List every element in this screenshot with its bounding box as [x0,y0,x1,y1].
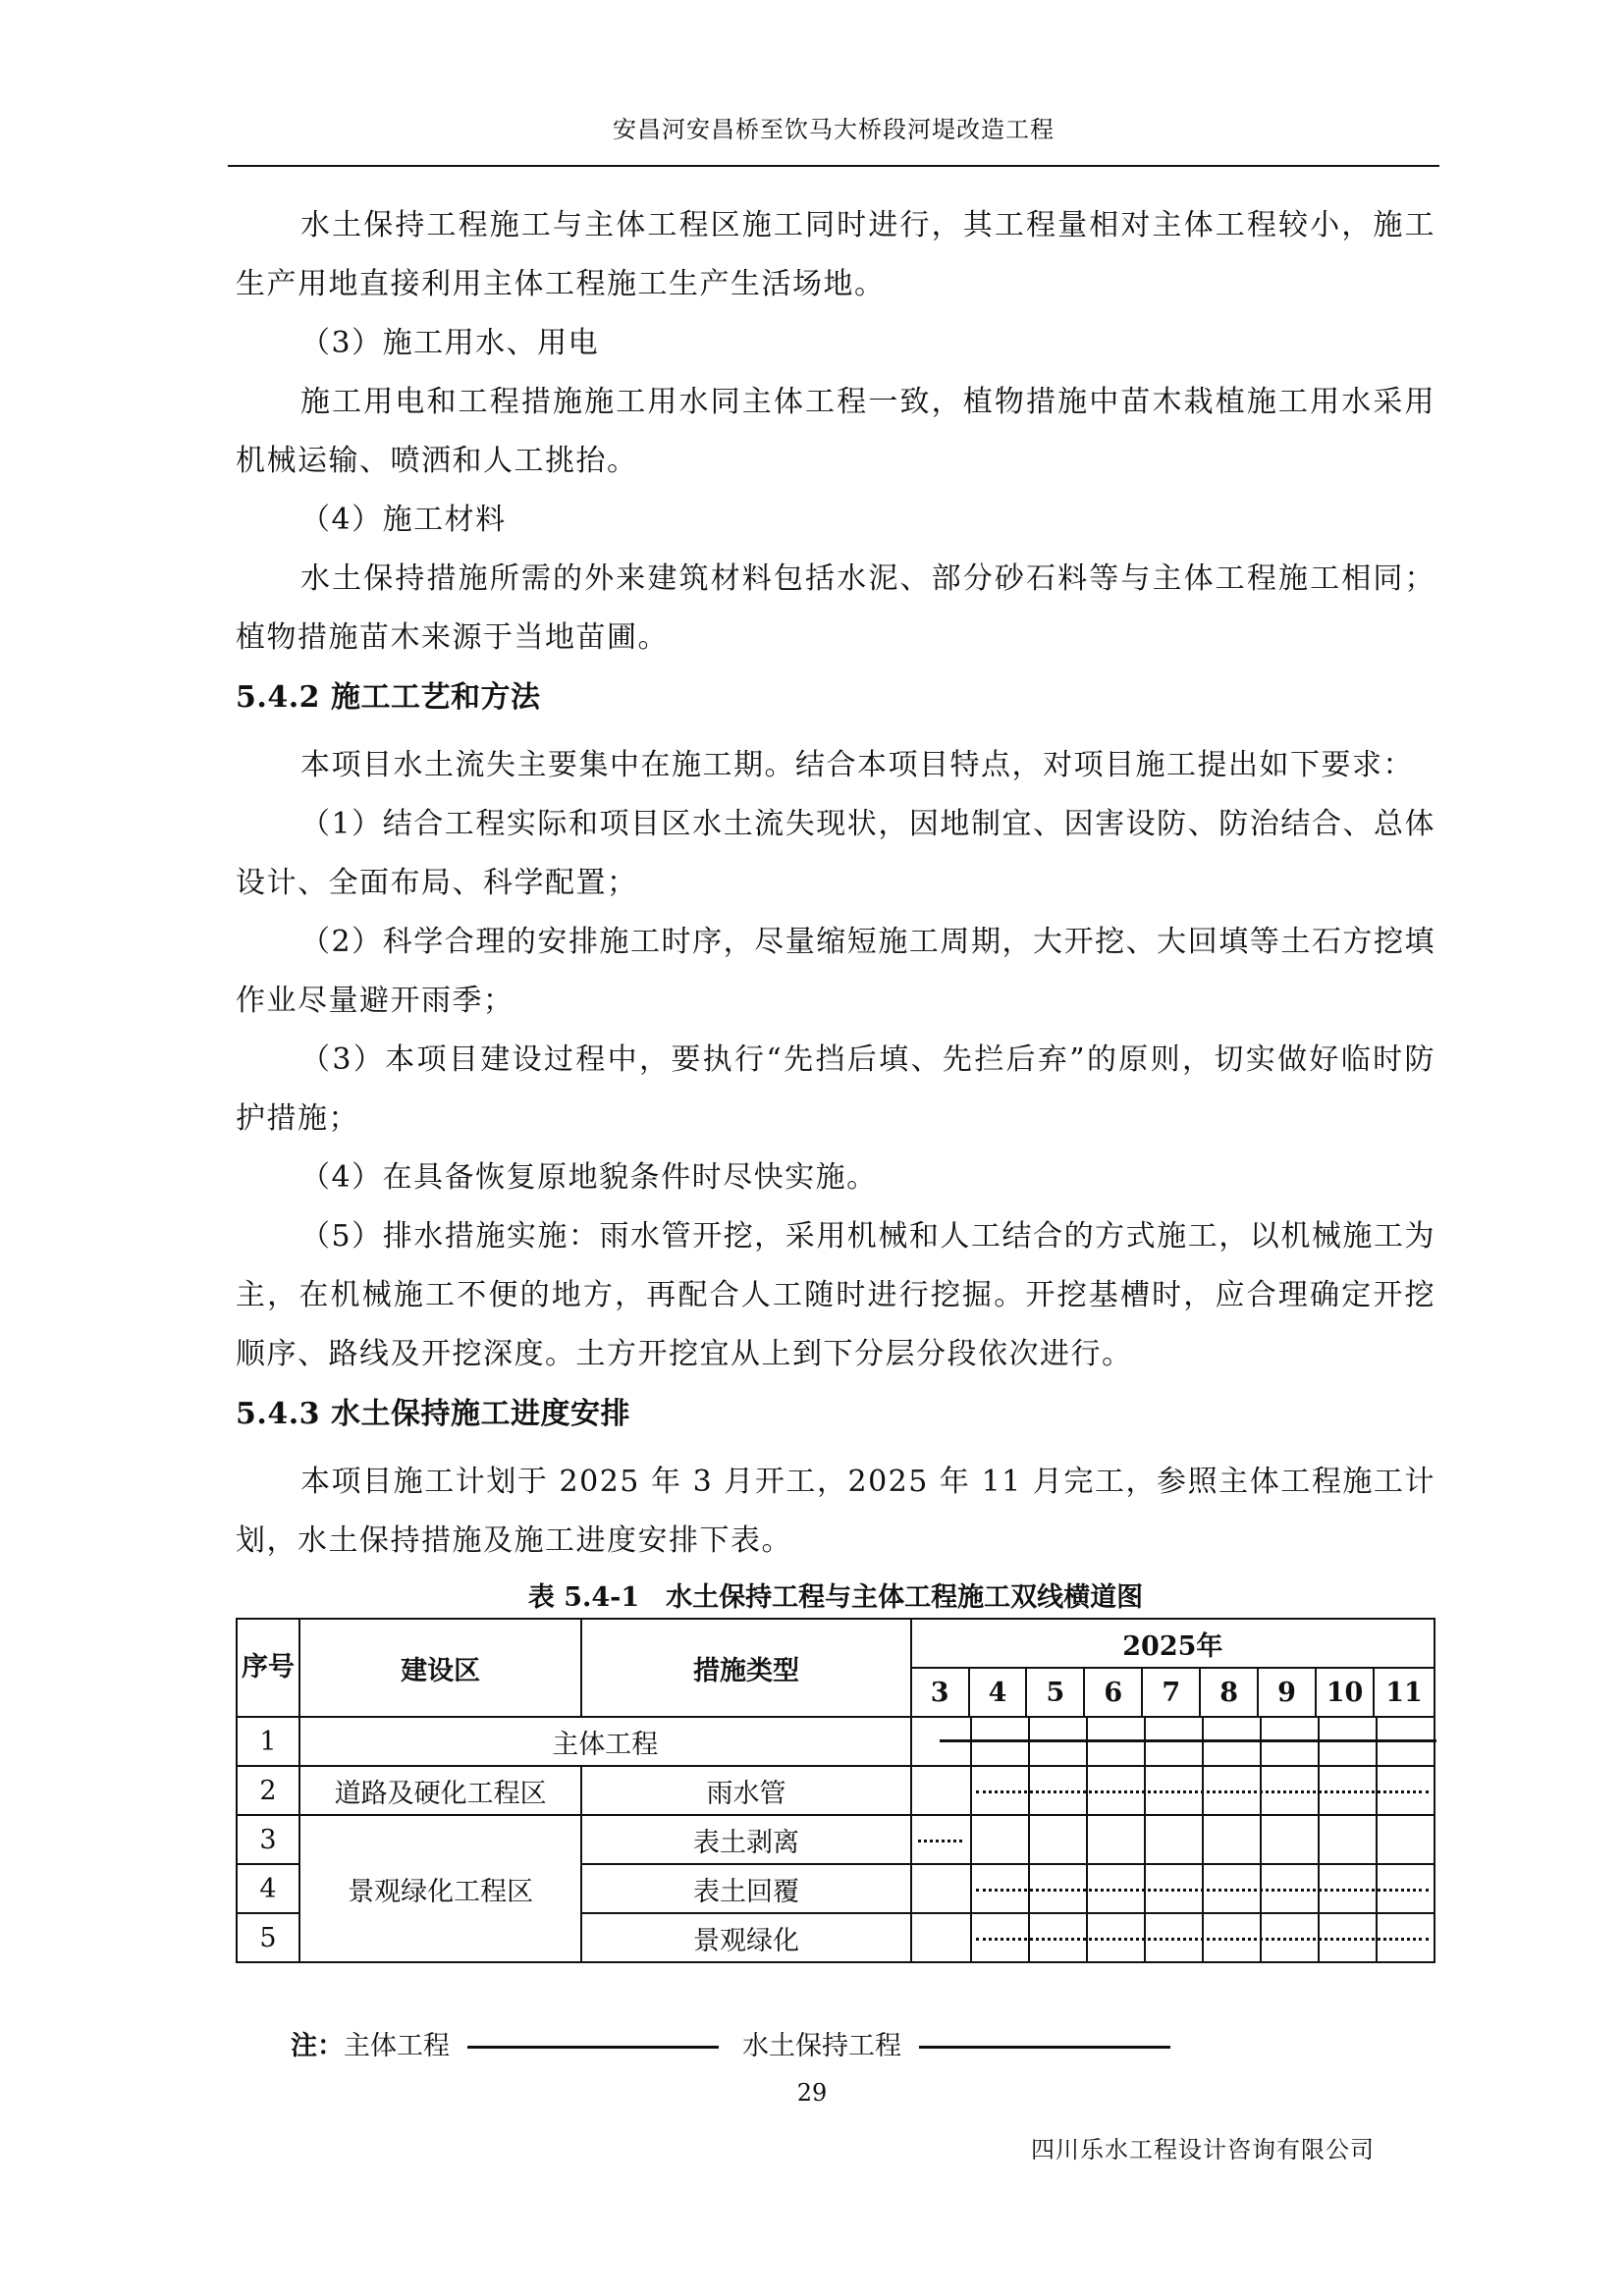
gantt-bar-main [940,1739,1436,1742]
month-header: 11 [1374,1668,1435,1717]
month-gridline [1376,1816,1378,1863]
month-header: 4 [969,1668,1027,1717]
page-content [236,196,1435,1963]
legend-note [291,2024,1194,2062]
paragraph-3: 施工用电和工程措施施工用水同主体工程一致，植物措施中苗木栽植施工用水采用机械运输、喷洒和人工挑抬。 [236,385,1435,478]
month-header: 10 [1316,1668,1374,1717]
section-heading-5-4-3: 5.4.3 水土保持施工进度安排 [236,1397,630,1431]
row-measure: 景观绿化 [581,1913,910,1962]
header-rule [228,165,1439,167]
month-header: 6 [1084,1668,1142,1717]
paragraph-9: （3）本项目建设过程中，要执行“先挡后填、先拦后弃”的原则，切实做好临时防护措施； [236,1042,1435,1136]
footer-company: 四川乐水工程设计咨询有限公司 [1031,2136,1375,2163]
paragraph-1: 水土保持工程施工与主体工程区施工同时进行，其工程量相对主体工程较小，施工生产用地直接利用主体工程施工生产生活场地。 [236,208,1435,301]
row-no: 2 [237,1766,299,1815]
paragraph-11: （5）排水措施实施：雨水管开挖，采用机械和人工结合的方式施工，以机械施工为主，在机械施工不便的地方，再配合人工随时进行挖掘。开挖基槽时，应合理确定开挖顺序、路线及开挖深度。土方开挖宜从上到下分层分段依次进行。 [236,1219,1435,1371]
legend-solid-line [467,2046,719,2049]
page-number: 29 [796,2079,828,2107]
paragraph-4: （4）施工材料 [300,503,507,537]
month-gridline [1086,1816,1088,1863]
paragraph-7: （1）结合工程实际和项目区水土流失现状，因地制宜、因害设防、防治结合、总体设计、全面布局、科学配置； [236,807,1435,900]
row-no: 4 [237,1864,299,1913]
table-caption: 表 5.4-1 水土保持工程与主体工程施工双线横道图 [527,1582,1144,1613]
row-no: 1 [237,1717,299,1766]
month-gridline [970,1767,972,1814]
gantt-bar-cell [911,1864,1435,1913]
row-measure: 表土剥离 [581,1815,910,1864]
gantt-bar-soil [918,1840,962,1842]
month-header: 3 [911,1668,969,1717]
row-measure: 表土回覆 [581,1864,910,1913]
month-gridline [970,1816,972,1863]
row-area: 景观绿化工程区 [299,1815,581,1962]
note-label: 注： [291,2031,344,2061]
legend-soil-line [919,2046,1170,2049]
table-row [237,1717,1435,1766]
gantt-bar-soil [976,1889,1429,1892]
month-gridline [1144,1816,1146,1863]
table-row [237,1766,1435,1815]
note-main-label: 主体工程 [344,2031,450,2061]
gantt-table [236,1618,1435,1963]
paragraph-12: 本项目施工计划于 2025 年 3 月开工，2025 年 11 月完工，参照主体工程施工计划，水土保持措施及施工进度安排下表。 [236,1465,1435,1558]
header-area: 建设区 [299,1619,581,1717]
month-gridline [970,1914,972,1961]
page-header: 安昌河安昌桥至饮马大桥段河堤改造工程 [613,116,1055,143]
month-header: 5 [1026,1668,1084,1717]
gantt-bar-soil [976,1938,1429,1941]
month-header: 7 [1142,1668,1200,1717]
row-area: 道路及硬化工程区 [299,1766,581,1815]
month-gridline [970,1865,972,1912]
gantt-bar-cell [911,1913,1435,1962]
row-area: 主体工程 [299,1717,911,1766]
paragraph-6: 本项目水土流失主要集中在施工期。结合本项目特点，对项目施工提出如下要求： [300,748,1414,782]
row-no: 3 [237,1815,299,1864]
table-row [237,1815,1435,1864]
row-measure: 雨水管 [581,1766,910,1815]
paragraph-5: 水土保持措施所需的外来建筑材料包括水泥、部分砂石料等与主体工程施工相同；植物措施苗木来源于当地苗圃。 [236,561,1435,655]
gantt-bar-cell [911,1815,1435,1864]
header-no: 序号 [237,1619,299,1717]
header-year: 2025年 [911,1619,1435,1668]
gantt-bar-soil [976,1790,1429,1793]
gantt-bar-cell [911,1717,1435,1766]
paragraph-8: （2）科学合理的安排施工时序，尽量缩短施工周期，大开挖、大回填等土石方挖填作业尽量避开雨季； [236,925,1435,1018]
month-header: 8 [1200,1668,1258,1717]
month-gridline [1318,1816,1320,1863]
month-gridline [1260,1816,1262,1863]
paragraph-10: （4）在具备恢复原地貌条件时尽快实施。 [300,1160,878,1195]
month-gridline [1202,1816,1204,1863]
month-gridline [1028,1816,1030,1863]
header-measure: 措施类型 [581,1619,910,1717]
note-soil-label: 水土保持工程 [742,2031,901,2061]
month-header: 9 [1258,1668,1316,1717]
section-heading-5-4-2: 5.4.2 施工工艺和方法 [236,680,541,715]
gantt-bar-cell [911,1766,1435,1815]
row-no: 5 [237,1913,299,1962]
paragraph-2: （3）施工用水、用电 [300,326,600,360]
